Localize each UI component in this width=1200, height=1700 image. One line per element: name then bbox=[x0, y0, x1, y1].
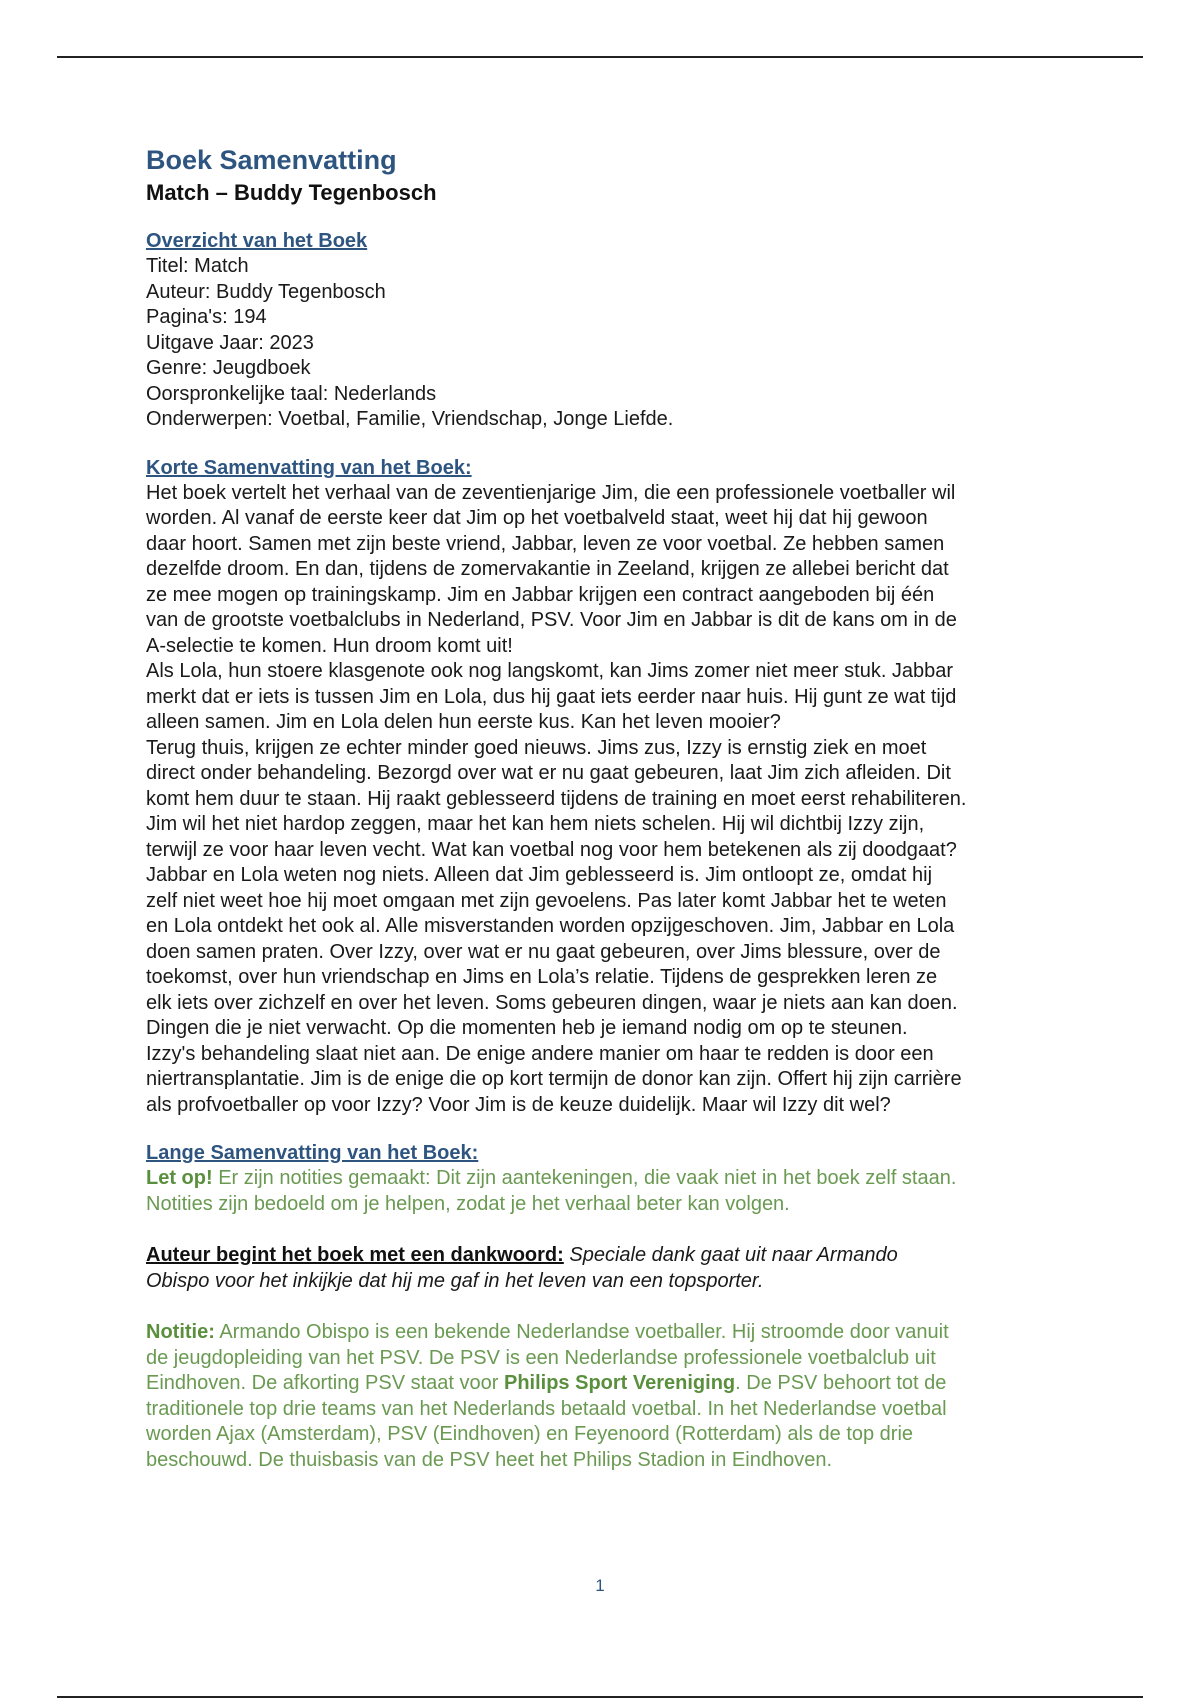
short-summary-section bbox=[146, 455, 1076, 1119]
summary-line: Izzy's behandeling slaat niet aan. De enige andere manier om haar te redden is door een bbox=[146, 1042, 934, 1065]
summary-line: terwijl ze voor haar leven vecht. Wat kan voetbal nog voor hem betekenen als zij doodgaat? bbox=[146, 838, 957, 861]
summary-line: alleen samen. Jim en Lola delen hun eerste kus. Kan het leven mooier? bbox=[146, 711, 781, 733]
summary-line: zelf niet weet hoe hij moet omgaan met zijn gevoelens. Pas later komt Jabbar het te weten bbox=[146, 889, 947, 912]
overview-line: Auteur: Buddy Tegenbosch bbox=[146, 280, 386, 303]
summary-line: Als Lola, hun stoere klasgenote ook nog langskomt, kan Jims zomer niet meer stuk. Jabbar bbox=[146, 660, 954, 682]
acknowledgement-line1 bbox=[146, 1243, 1076, 1269]
notitie-line3 bbox=[146, 1371, 1076, 1397]
overview-section bbox=[146, 228, 1076, 433]
summary-line: Jabbar en Lola weten nog niets. Alleen dat Jim geblesseerd is. Jim ontloopt ze, omdat hij bbox=[146, 864, 933, 886]
notitie-text: Armando Obispo is een bekende Nederlandse voetballer. Hij stroomde door vanuit bbox=[214, 1321, 949, 1343]
summary-line: als profvoetballer op voor Izzy? Voor Jim is de keuze duidelijk. Maar wil Izzy dit wel? bbox=[146, 1093, 891, 1116]
summary-line: en Lola ontdekt het ook al. Alle misverstanden worden opzijgeschoven. Jim, Jabbar en Lola bbox=[146, 915, 955, 937]
notitie-line2: de jeugdopleiding van het PSV. De PSV is een Nederlandse professionele voetbalclub uit bbox=[146, 1346, 936, 1369]
summary-line: worden. Al vanaf de eerste keer dat Jim op het voetbalveld staat, weet hij dat hij gewoon bbox=[146, 507, 928, 529]
summary-line: toekomst, over hun vriendschap en Jims en Lola’s relatie. Tijdens de gesprekken leren ze bbox=[146, 966, 938, 988]
summary-line: merkt dat er iets is tussen Jim en Lola, dus hij gaat iets eerder naar huis. Hij gunt ze wat tijd bbox=[146, 685, 957, 708]
long-summary-heading: Lange Samenvatting van het Boek: bbox=[146, 1142, 479, 1164]
overview-line: Onderwerpen: Voetbal, Familie, Vriendschap, Jonge Liefde. bbox=[146, 408, 674, 430]
overview-line: Pagina's: 194 bbox=[146, 306, 267, 328]
notitie-line4: traditionele top drie teams van het Nederlands betaald voetbal. In het Nederlandse voetbal bbox=[146, 1397, 947, 1420]
summary-line: direct onder behandeling. Bezorgd over wat er nu gaat gebeuren, laat Jim zich afleiden. Dit bbox=[146, 762, 951, 784]
acknowledgement-section bbox=[146, 1243, 1076, 1294]
notitie-line5: worden Ajax (Amsterdam), PSV (Eindhoven) en Feyenoord (Rotterdam) als de top drie bbox=[146, 1423, 914, 1445]
summary-line: dezelfde droom. En dan, tijdens de zomervakantie in Zeeland, krijgen ze allebei bericht dat bbox=[146, 558, 949, 580]
notitie-line1 bbox=[146, 1320, 1076, 1346]
notitie-line3-post: . De PSV behoort tot de bbox=[735, 1372, 947, 1394]
document-body bbox=[146, 142, 1076, 1473]
summary-line: komt hem duur te staan. Hij raakt geblesseerd tijdens de training en moet eerst rehabiliteren. bbox=[146, 787, 967, 810]
overview-heading: Overzicht van het Boek bbox=[146, 230, 368, 252]
psv-full-name: Philips Sport Vereniging bbox=[503, 1372, 736, 1394]
overview-line: Genre: Jeugdboek bbox=[146, 357, 311, 379]
page-number: 1 bbox=[595, 1576, 605, 1595]
summary-line: Dingen die je niet verwacht. Op die momenten heb je iemand nodig om op te steunen. bbox=[146, 1017, 908, 1039]
notitie-label: Notitie: bbox=[146, 1321, 215, 1343]
summary-line: elk iets over zichzelf en over het leven. Soms gebeuren dingen, waar je niets aan kan doen. bbox=[146, 991, 958, 1014]
overview-line: Oorspronkelijke taal: Nederlands bbox=[146, 382, 437, 405]
summary-line: doen samen praten. Over Izzy, over wat er nu gaat gebeuren, over Jims blessure, over de bbox=[146, 940, 941, 963]
top-rule bbox=[57, 56, 1143, 58]
note-label: Let op! bbox=[146, 1167, 213, 1189]
short-summary-heading: Korte Samenvatting van het Boek: bbox=[146, 456, 472, 479]
note-paragraph-line2: Notities zijn bedoeld om je helpen, zodat je het verhaal beter kan volgen. bbox=[146, 1192, 790, 1215]
overview-line: Titel: Match bbox=[146, 255, 249, 277]
acknowledgement-label: Auteur begint het boek met een dankwoord: bbox=[146, 1244, 564, 1266]
bottom-rule bbox=[57, 1696, 1143, 1698]
summary-line: Jim wil het niet hardop zeggen, maar het kan hem niets schelen. Hij wil dichtbij Izzy zijn, bbox=[146, 813, 925, 835]
acknowledgement-line2: Obispo voor het inkijkje dat hij me gaf in het leven van een topsporter. bbox=[146, 1269, 764, 1292]
document-title: Boek Samenvatting bbox=[146, 145, 397, 175]
summary-line: van de grootste voetbalclubs in Nederland, PSV. Voor Jim en Jabbar is dit de kans om in de bbox=[146, 609, 957, 631]
notitie-line3-pre: Eindhoven. De afkorting PSV staat voor bbox=[146, 1372, 504, 1394]
note-paragraph bbox=[146, 1166, 1076, 1192]
note-text: Er zijn notities gemaakt: Dit zijn aantekeningen, die vaak niet in het boek zelf staan. bbox=[212, 1167, 957, 1189]
notitie-line6: beschouwd. De thuisbasis van de PSV heet het Philips Stadion in Eindhoven. bbox=[146, 1448, 832, 1471]
summary-line: daar hoort. Samen met zijn beste vriend, Jabbar, leven ze voor voetbal. Ze hebben samen bbox=[146, 532, 945, 555]
acknowledgement-text: Speciale dank gaat uit naar Armando bbox=[563, 1244, 898, 1266]
summary-line: A-selectie te komen. Hun droom komt uit! bbox=[146, 634, 513, 657]
summary-line: Het boek vertelt het verhaal van de zeventienjarige Jim, die een professionele voetballer wil bbox=[146, 481, 956, 504]
long-summary-section bbox=[146, 1140, 1076, 1217]
notitie-section bbox=[146, 1320, 1076, 1473]
document-subtitle: Match – Buddy Tegenbosch bbox=[146, 180, 437, 205]
summary-line: Terug thuis, krijgen ze echter minder goed nieuws. Jims zus, Izzy is ernstig ziek en moet bbox=[146, 736, 927, 759]
overview-line: Uitgave Jaar: 2023 bbox=[146, 331, 314, 354]
summary-line: niertransplantatie. Jim is de enige die op kort termijn de donor kan zijn. Offert hij zijn carrière bbox=[146, 1068, 962, 1090]
summary-line: ze mee mogen op trainingskamp. Jim en Jabbar krijgen een contract aangeboden bij één bbox=[146, 583, 935, 606]
